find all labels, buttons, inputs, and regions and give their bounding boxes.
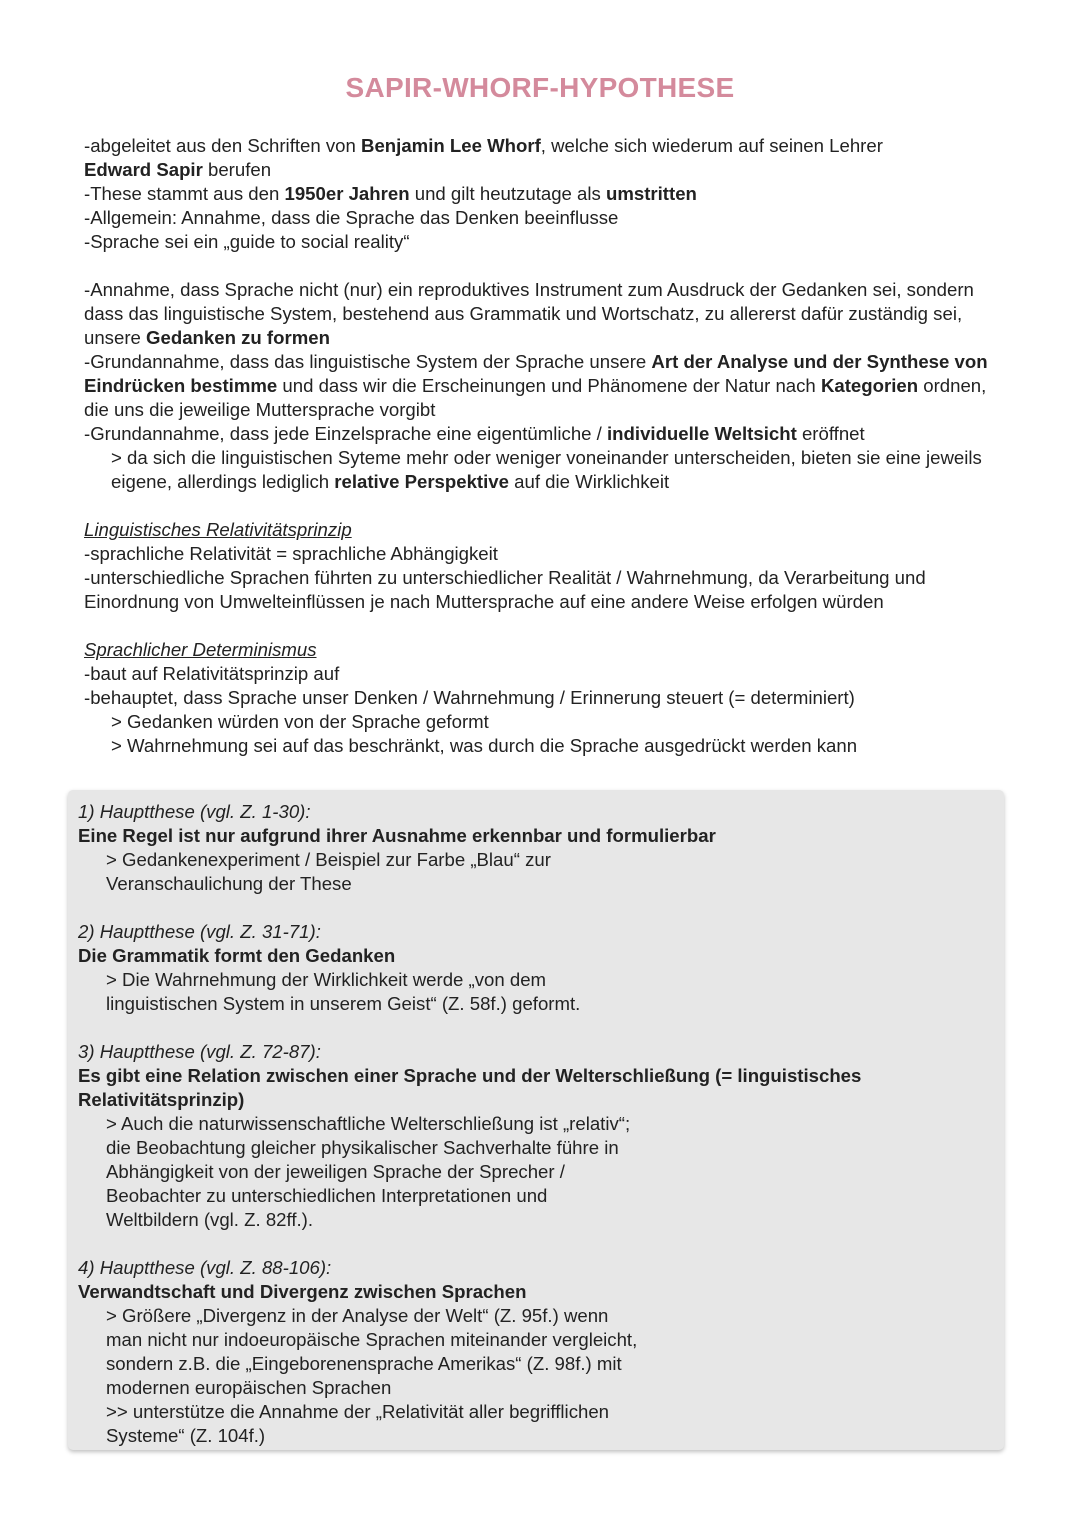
thesis-statement: Die Grammatik formt den Gedanken <box>78 945 396 966</box>
assumption-3: -Grundannahme, dass jede Einzelsprache eine eigentümliche / individuelle Weltsicht eröffnet <box>84 423 865 444</box>
thesis-3 <box>78 1040 978 1232</box>
thesis-label: 3) Hauptthese (vgl. Z. 72-87): <box>78 1041 321 1062</box>
determinism-heading: Sprachlicher Determinismus <box>84 639 317 660</box>
intro-line-2: Edward Sapir berufen <box>84 159 272 180</box>
theses-box <box>68 790 1004 1450</box>
relativity-heading: Linguistisches Relativitätsprinzip <box>84 519 352 540</box>
assumption-1: -Annahme, dass Sprache nicht (nur) ein reproduktives Instrument zum Ausdruck der Gedanken sei, sondern dass das linguistische System, bestehend aus Grammatik und Wortschatz, zu allererst dafür zuständig sei, unsere Gedanken zu formen <box>84 279 974 348</box>
thesis-statement: Es gibt eine Relation zwischen einer Sprache und der Welterschließung (= linguistisches Relativitätsprinzip) <box>78 1065 862 1110</box>
thesis-label: 1) Hauptthese (vgl. Z. 1-30): <box>78 801 311 822</box>
intro-line-1: -abgeleitet aus den Schriften von Benjamin Lee Whorf, welche sich wiederum auf seinen Lehrer <box>84 135 883 156</box>
determinism-line-1: -baut auf Relativitätsprinzip auf <box>84 663 340 684</box>
determinism-line-2: -behauptet, dass Sprache unser Denken / Wahrnehmung / Erinnerung steuert (= determiniert) <box>84 687 855 708</box>
thesis-label: 4) Hauptthese (vgl. Z. 88-106): <box>78 1257 332 1278</box>
thesis-1 <box>78 800 978 896</box>
thesis-detail-2: >> unterstütze die Annahme der „Relativität aller begrifflichen Systeme“ (Z. 104f.) <box>106 1401 610 1446</box>
thesis-statement: Verwandtschaft und Divergenz zwischen Sprachen <box>78 1281 527 1302</box>
thesis-detail: > Gedankenexperiment / Beispiel zur Farbe „Blau“ zur Veranschaulichung der These <box>106 849 551 894</box>
thesis-detail: > Größere „Divergenz in der Analyse der Welt“ (Z. 95f.) wenn man nicht nur indoeuropäische Sprachen miteinander vergleicht, sondern z.B. die „Eingeborenensprache Amerikas“ (Z. 98f.) mit modernen europäischen Sprachen <box>106 1305 638 1398</box>
determinism-sub-2: > Wahrnehmung sei auf das beschränkt, was durch die Sprache ausgedrückt werden kann <box>111 735 858 756</box>
thesis-4 <box>78 1256 978 1448</box>
relativity-line-1: -sprachliche Relativität = sprachliche Abhängigkeit <box>84 543 498 564</box>
thesis-label: 2) Hauptthese (vgl. Z. 31-71): <box>78 921 321 942</box>
thesis-detail: > Auch die naturwissenschaftliche Welterschließung ist „relativ“; die Beobachtung gleicher physikalischer Sachverhalte führe in Abhängigkeit von der jeweiligen Sprache der Sprecher / Beobachter zu unterschiedlichen Interpretationen und Weltbildern (vgl. Z. 82ff.). <box>106 1113 631 1230</box>
intro-line-3: -These stammt aus den 1950er Jahren und gilt heutzutage als umstritten <box>84 183 697 204</box>
notes-content <box>84 134 994 758</box>
assumption-2: -Grundannahme, dass das linguistische System der Sprache unsere Art der Analyse und der Synthese von Eindrücken bestimme und dass wir die Erscheinungen und Phänomene der Natur nach Kategorien ordnen, die uns die jeweilige Muttersprache vorgibt <box>84 351 988 420</box>
page-title: SAPIR-WHORF-HYPOTHESE <box>345 72 735 103</box>
assumption-3-sub: > da sich die linguistischen Syteme mehr oder weniger voneinander unterscheiden, bieten sie eine jeweils eigene, allerdings lediglich relative Perspektive auf die Wirklichkeit <box>111 447 982 492</box>
relativity-line-2: -unterschiedliche Sprachen führten zu unterschiedlicher Realität / Wahrnehmung, da Verarbeitung und Einordnung von Umwelteinflüssen je nach Muttersprache auf eine andere Weise erfolgen würden <box>84 567 926 612</box>
thesis-statement: Eine Regel ist nur aufgrund ihrer Ausnahme erkennbar und formulierbar <box>78 825 716 846</box>
determinism-sub-1: > Gedanken würden von der Sprache geformt <box>111 711 489 732</box>
thesis-detail: > Die Wahrnehmung der Wirklichkeit werde „von dem linguistischen System in unserem Geist“ (Z. 58f.) geformt. <box>106 969 581 1014</box>
thesis-2 <box>78 920 978 1016</box>
intro-line-5: -Sprache sei ein „guide to social reality“ <box>84 231 410 252</box>
intro-line-4: -Allgemein: Annahme, dass die Sprache das Denken beeinflusse <box>84 207 619 228</box>
